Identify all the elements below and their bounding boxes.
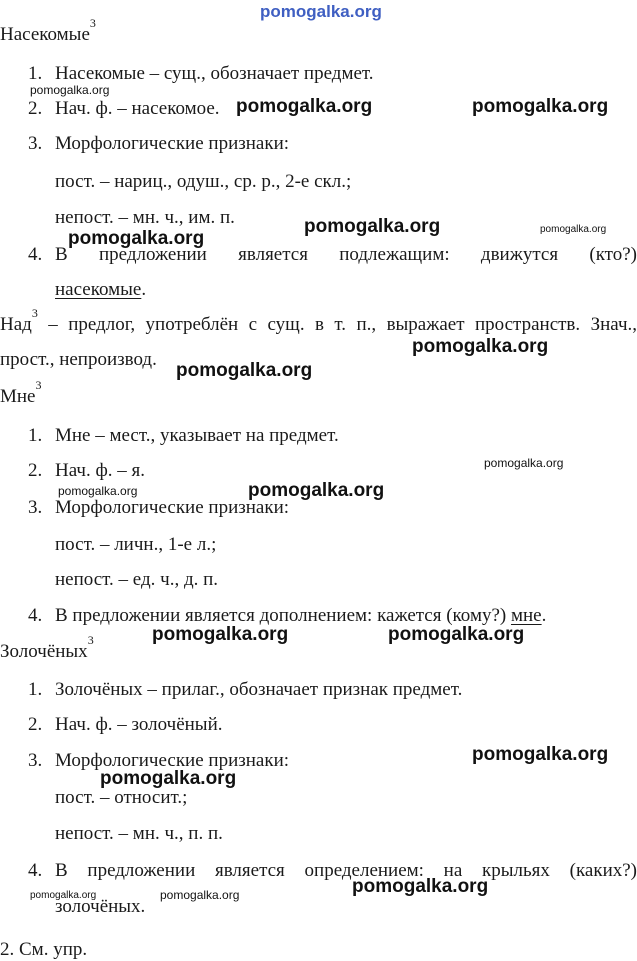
list-item: 2. Нач. ф. – я. <box>28 460 145 481</box>
list-item: 1. Золочёных – прилаг., обозначает признак предмет. <box>28 679 463 700</box>
watermark: pomogalka.org <box>484 456 564 470</box>
answer-word: насекомые. <box>55 279 147 300</box>
footer-note: 2. См. упр. <box>0 939 88 960</box>
word-title-golden: Золочёных$^3$ <box>0 633 94 662</box>
list-item: 1. Мне – мест., указывает на предмет. <box>28 425 339 446</box>
list-item: 2. Нач. ф. – насекомое. <box>28 98 220 119</box>
constant-features: пост. – относит.; <box>55 787 188 808</box>
list-item: 2. Нач. ф. – золочёный. <box>28 714 223 735</box>
list-item: 3. Морфологические признаки: <box>28 133 290 154</box>
watermark: pomogalka.org <box>412 336 549 357</box>
header-watermark: pomogalka.org <box>260 2 382 21</box>
watermark: pomogalka.org <box>68 228 205 249</box>
watermark: pomogalka.org <box>248 480 385 501</box>
constant-features: пост. – личн., 1-е л.; <box>55 534 217 555</box>
variable-features: непост. – мн. ч., им. п. <box>55 207 235 228</box>
watermark: pomogalka.org <box>176 360 313 381</box>
watermark: pomogalka.org <box>352 876 489 897</box>
list-item: 3. Морфологические признаки: <box>28 497 290 518</box>
list-item: 1. Насекомые – сущ., обозначает предмет. <box>28 63 374 84</box>
watermark: pomogalka.org <box>100 768 237 789</box>
watermark: pomogalka.org <box>30 83 110 97</box>
variable-features: непост. – мн. ч., п. п. <box>55 823 223 844</box>
list-item: 4. В предложении является определением: на крыльях (каких?) <box>28 860 637 881</box>
watermark: pomogalka.org <box>30 890 97 901</box>
word-title-insects: Насекомые$^3$ <box>0 16 96 45</box>
watermark: pomogalka.org <box>160 888 240 902</box>
watermark: pomogalka.org <box>540 224 607 235</box>
word-entry-nad-line2: прост., непроизвод. <box>0 349 157 370</box>
list-item: 3. Морфологические признаки: <box>28 750 290 771</box>
answer-word: золочёных. <box>55 896 146 917</box>
list-item: 4. В предложении является подлежащим: движутся (кто?) <box>28 244 637 265</box>
watermark: pomogalka.org <box>236 96 373 117</box>
constant-features: пост. – нариц., одуш., ср. р., 2-е скл.; <box>55 171 352 192</box>
word-entry-nad: Над$^3$ – предлог, употреблён с сущ. в т. п., выражает пространств. Знач., <box>0 306 637 335</box>
watermark: pomogalka.org <box>152 624 289 645</box>
word-title-mne: Мне$^3$ <box>0 378 42 407</box>
variable-features: непост. – ед. ч., д. п. <box>55 569 219 590</box>
watermark: pomogalka.org <box>472 744 609 765</box>
list-item: 4. В предложении является дополнением: кажется (кому?) мне. <box>28 605 547 626</box>
watermark: pomogalka.org <box>304 216 441 237</box>
watermark: pomogalka.org <box>472 96 609 117</box>
watermark: pomogalka.org <box>58 484 138 498</box>
watermark: pomogalka.org <box>388 624 525 645</box>
